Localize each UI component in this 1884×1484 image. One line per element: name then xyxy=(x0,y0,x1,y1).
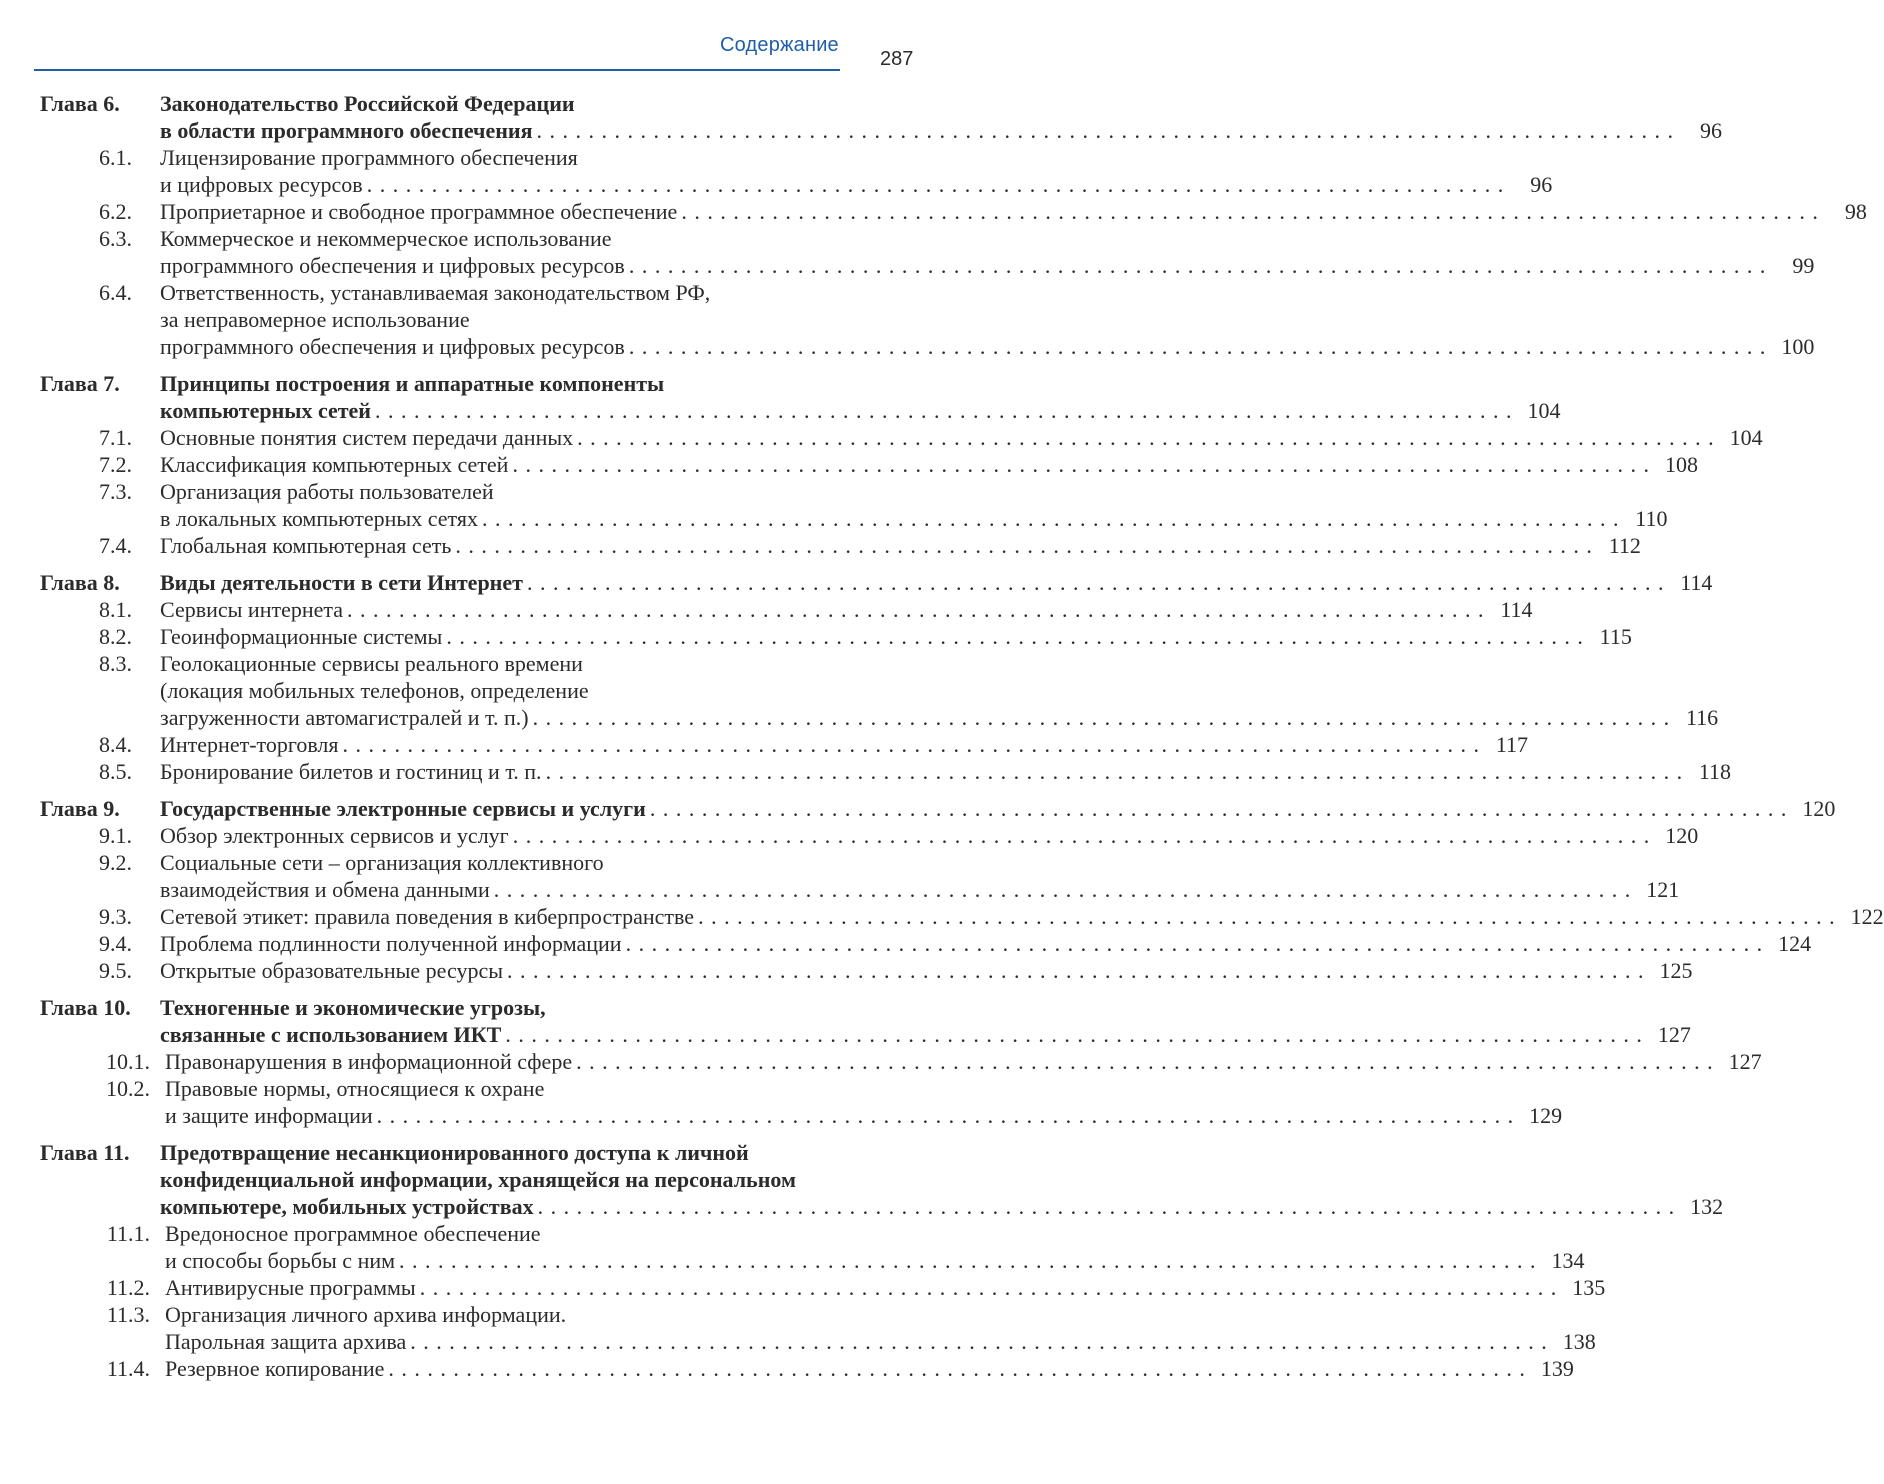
section-number: 10.1. xyxy=(106,1049,150,1074)
chapter-number: Глава 6. xyxy=(40,91,120,116)
title-line: Организация личного архива информации. xyxy=(165,1302,567,1327)
title-line: за неправомерное использование xyxy=(160,307,470,332)
title-last-line xyxy=(160,333,1815,360)
section-number: 7.4. xyxy=(99,533,132,558)
title-line: в локальных компьютерных сетях xyxy=(160,506,478,531)
title-line: Глобальная компьютерная сеть xyxy=(160,533,452,558)
section-number: 10.2. xyxy=(106,1076,150,1101)
page-ref: 115 xyxy=(1599,624,1632,649)
entry-title xyxy=(160,795,1836,822)
section-number: 11.4. xyxy=(106,1356,150,1381)
chapter-block xyxy=(0,994,1762,1129)
page-ref: 124 xyxy=(1778,931,1812,956)
title-line: и защите информации xyxy=(165,1103,373,1128)
section-entry[interactable] xyxy=(0,279,1815,360)
title-last-line xyxy=(160,532,1641,559)
page-ref: 134 xyxy=(1551,1248,1585,1273)
section-number: 7.1. xyxy=(99,425,132,450)
title-line: Правовые нормы, относящиеся к охране xyxy=(165,1076,545,1101)
section-entry[interactable] xyxy=(0,225,1815,279)
entry-title xyxy=(160,994,1691,1048)
header-rule xyxy=(34,69,840,71)
entry-title xyxy=(160,849,1680,903)
title-last-line xyxy=(160,758,1732,785)
title-line: программного обеспечения и цифровых ресурсов xyxy=(160,334,625,359)
entry-title xyxy=(165,1075,1563,1129)
page-ref: 139 xyxy=(1540,1356,1574,1381)
section-number: 9.3. xyxy=(99,904,132,929)
dot-leader: . . . . . . . . . . . . . . . . . . . . . . . . . . . . . . . . . . . . . . . . . . . . . . . . . . . . . . . . . . . . . . . . . . . . . . . . . . . . . . . . . . . . . . . . xyxy=(455,533,1593,558)
entry-title xyxy=(160,451,1698,478)
title-line: Техногенные и экономические угрозы, xyxy=(160,995,546,1020)
chapter-heading[interactable] xyxy=(0,795,1836,822)
section-entry[interactable] xyxy=(0,144,1553,198)
page-ref: 122 xyxy=(1850,904,1884,929)
entry-title xyxy=(160,758,1732,785)
title-line: Виды деятельности в сети Интернет xyxy=(160,570,523,595)
page-ref: 127 xyxy=(1657,1022,1691,1047)
section-entry[interactable] xyxy=(0,1048,1762,1075)
title-line: Интернет-торговля xyxy=(160,732,339,757)
title-line: связанные с использованием ИКТ xyxy=(160,1022,502,1047)
section-entry[interactable] xyxy=(0,1075,1563,1129)
entry-title xyxy=(160,623,1632,650)
title-line: (локация мобильных телефонов, определение xyxy=(160,678,589,703)
section-entry[interactable] xyxy=(0,532,1641,559)
page-ref: 104 xyxy=(1729,425,1763,450)
title-line: компьютерных сетей xyxy=(160,398,371,423)
title-last-line xyxy=(165,1274,1606,1301)
dot-leader: . . . . . . . . . . . . . . . . . . . . . . . . . . . . . . . . . . . . . . . . . . . . . . . . . . . . . . . . . . . . . . . . . . . . . . . . . . . . . . . . . . . . . . . . xyxy=(537,1194,1676,1219)
title-line: Проблема подлинности полученной информации xyxy=(160,931,622,956)
page-ref: 132 xyxy=(1690,1194,1724,1219)
dot-leader: . . . . . . . . . . . . . . . . . . . . . . . . . . . . . . . . . . . . . . . . . . . . . . . . . . . . . . . . . . . . . . . . . . . . . . . . . . . . . . . . . . . . . . . . xyxy=(681,199,1819,224)
section-number: 8.4. xyxy=(99,732,132,757)
title-line: компьютере, мобильных устройствах xyxy=(160,1194,534,1219)
section-entry[interactable] xyxy=(0,198,1867,225)
section-number: 6.1. xyxy=(99,145,132,170)
title-line: Сетевой этикет: правила поведения в киберпространстве xyxy=(160,904,695,929)
section-number: 11.1. xyxy=(106,1221,150,1246)
chapter-block xyxy=(0,370,1763,559)
title-last-line xyxy=(160,903,1884,930)
page-ref: 116 xyxy=(1685,705,1719,730)
title-last-line xyxy=(165,1247,1585,1274)
section-entry[interactable] xyxy=(0,903,1884,930)
title-last-line xyxy=(160,704,1719,731)
title-line: взаимодействия и обмена данными xyxy=(160,877,490,902)
page-ref: 99 xyxy=(1792,253,1815,278)
entry-title xyxy=(160,822,1699,849)
section-number: 9.4. xyxy=(99,931,132,956)
title-last-line xyxy=(160,1021,1691,1048)
title-line: Резервное копирование xyxy=(165,1356,385,1381)
section-number: 7.2. xyxy=(99,452,132,477)
table-of-contents xyxy=(0,90,1884,1392)
section-entry[interactable] xyxy=(0,424,1763,451)
dot-leader: . . . . . . . . . . . . . . . . . . . . . . . . . . . . . . . . . . . . . . . . . . . . . . . . . . . . . . . . . . . . . . . . . . . . . . . . . . . . . . . . . . . . . . . . xyxy=(512,823,1651,848)
title-line: Геолокационные сервисы реального времени xyxy=(160,651,583,676)
section-entry[interactable] xyxy=(0,822,1699,849)
section-entry[interactable] xyxy=(0,650,1719,731)
title-last-line xyxy=(160,198,1867,225)
page-number: 287 xyxy=(880,48,914,70)
dot-leader: . . . . . . . . . . . . . . . . . . . . . . . . . . . . . . . . . . . . . . . . . . . . . . . . . . . . . . . . . . . . . . . . . . . . . . . . . . . . . . . . . . . . . . . . xyxy=(507,958,1645,983)
entry-title xyxy=(160,731,1529,758)
page-ref: 110 xyxy=(1635,506,1668,531)
section-number: 9.5. xyxy=(99,958,132,983)
section-entry[interactable] xyxy=(0,957,1693,984)
entry-title xyxy=(160,144,1553,198)
chapter-number: Глава 10. xyxy=(40,995,131,1020)
chapter-heading[interactable] xyxy=(0,569,1713,596)
title-last-line xyxy=(160,1193,1724,1220)
section-entry[interactable] xyxy=(0,1301,1596,1355)
title-last-line xyxy=(160,596,1533,623)
page-ref: 135 xyxy=(1572,1275,1606,1300)
dot-leader: . . . . . . . . . . . . . . . . . . . . . . . . . . . . . . . . . . . . . . . . . . . . . . . . . . . . . . . . . . . . . . . . . . . . . . . . . . . . . . . . . . . . . . . . xyxy=(577,425,1715,450)
page-ref: 125 xyxy=(1659,958,1693,983)
title-last-line xyxy=(165,1048,1762,1075)
entry-title xyxy=(165,1274,1606,1301)
title-line: Основные понятия систем передачи данных xyxy=(160,425,574,450)
entry-title xyxy=(160,596,1533,623)
dot-leader: . . . . . . . . . . . . . . . . . . . . . . . . . . . . . . . . . . . . . . . . . . . . . . . . . . . . . . . . . . . . . . . . . . . . . . . . . . . . . . . . . . . . . . . . xyxy=(376,1103,1515,1128)
page-ref: 112 xyxy=(1608,533,1641,558)
title-line: Классификация компьютерных сетей xyxy=(160,452,509,477)
page-ref: 120 xyxy=(1802,796,1836,821)
page-ref: 120 xyxy=(1665,823,1699,848)
dot-leader: . . . . . . . . . . . . . . . . . . . . . . . . . . . . . . . . . . . . . . . . . . . . . . . . . . . . . . . . . . . . . . . . . . . . . . . . . . . . . . . . . . . . . . . . xyxy=(505,1022,1643,1047)
entry-title xyxy=(160,650,1719,731)
page-ref: 114 xyxy=(1680,570,1713,595)
entry-title xyxy=(160,90,1722,144)
entry-title xyxy=(160,930,1812,957)
title-line: Правонарушения в информационной сфере xyxy=(165,1049,573,1074)
chapter-heading[interactable] xyxy=(0,90,1722,144)
section-number: 7.3. xyxy=(99,479,132,504)
section-entry[interactable] xyxy=(0,1220,1585,1274)
title-last-line xyxy=(160,424,1763,451)
section-number: 8.3. xyxy=(99,651,132,676)
section-entry[interactable] xyxy=(0,596,1533,623)
running-header-title: Содержание xyxy=(720,34,839,56)
entry-title xyxy=(160,370,1561,424)
section-number: 6.4. xyxy=(99,280,132,305)
title-line: Вредоносное программное обеспечение xyxy=(165,1221,541,1246)
title-line: Обзор электронных сервисов и услуг xyxy=(160,823,509,848)
title-last-line xyxy=(160,957,1693,984)
title-last-line xyxy=(160,117,1722,144)
entry-title xyxy=(165,1355,1574,1382)
title-line: конфиденциальной информации, хранящейся на персональном xyxy=(160,1167,796,1192)
entry-title xyxy=(160,1139,1724,1220)
section-entry[interactable] xyxy=(0,623,1632,650)
title-last-line xyxy=(160,930,1812,957)
dot-leader: . . . . . . . . . . . . . . . . . . . . . . . . . . . . . . . . . . . . . . . . . . . . . . . . . . . . . . . . . . . . . . . . . . . . . . . . . . . . . . . . . . . . . . . . xyxy=(545,759,1684,784)
dot-leader: . . . . . . . . . . . . . . . . . . . . . . . . . . . . . . . . . . . . . . . . . . . . . . . . . . . . . . . . . . . . . . . . . . . . . . . . . . . . . . . . . . . . . . . . xyxy=(576,1049,1714,1074)
section-number: 9.1. xyxy=(99,823,132,848)
entry-title xyxy=(160,424,1763,451)
dot-leader: . . . . . . . . . . . . . . . . . . . . . . . . . . . . . . . . . . . . . . . . . . . . . . . . . . . . . . . . . . . . . . . . . . . . . . . . . . . . . . . . . . . . . . . . xyxy=(375,398,1513,423)
title-last-line xyxy=(160,171,1553,198)
entry-title xyxy=(160,569,1713,596)
dot-leader: . . . . . . . . . . . . . . . . . . . . . . . . . . . . . . . . . . . . . . . . . . . . . . . . . . . . . . . . . . . . . . . . . . . . . . . . . . . . . . . . . . . . . . . . xyxy=(625,931,1764,956)
entry-title xyxy=(160,198,1867,225)
section-number: 6.3. xyxy=(99,226,132,251)
dot-leader: . . . . . . . . . . . . . . . . . . . . . . . . . . . . . . . . . . . . . . . . . . . . . . . . . . . . . . . . . . . . . . . . . . . . . . . . . . . . . . . . . . . . . . . . xyxy=(481,506,1620,531)
title-last-line xyxy=(160,731,1529,758)
title-line: Коммерческое и некоммерческое использование xyxy=(160,226,612,251)
title-line: Принципы построения и аппаратные компоненты xyxy=(160,371,665,396)
chapter-number: Глава 7. xyxy=(40,371,120,396)
page-ref: 114 xyxy=(1500,597,1533,622)
chapter-heading[interactable] xyxy=(0,1139,1724,1220)
entry-title xyxy=(160,279,1815,360)
title-line: Открытые образовательные ресурсы xyxy=(160,958,503,983)
dot-leader: . . . . . . . . . . . . . . . . . . . . . . . . . . . . . . . . . . . . . . . . . . . . . . . . . . . . . . . . . . . . . . . . . . . . . . . . . . . . . . . . . . . . . . . . xyxy=(446,624,1584,649)
title-line: Лицензирование программного обеспечения xyxy=(160,145,578,170)
page-ref: 118 xyxy=(1698,759,1732,784)
title-last-line xyxy=(160,876,1680,903)
entry-title xyxy=(165,1220,1585,1274)
section-entry[interactable] xyxy=(0,758,1732,785)
title-last-line xyxy=(160,397,1561,424)
entry-title xyxy=(160,532,1641,559)
title-last-line xyxy=(160,569,1713,596)
section-number: 8.1. xyxy=(99,597,132,622)
section-number: 8.2. xyxy=(99,624,132,649)
title-last-line xyxy=(160,795,1836,822)
page-ref: 117 xyxy=(1495,732,1529,757)
page-ref: 100 xyxy=(1781,334,1815,359)
entry-title xyxy=(160,957,1693,984)
title-line: программного обеспечения и цифровых ресурсов xyxy=(160,253,625,278)
page-ref: 121 xyxy=(1646,877,1680,902)
chapter-heading[interactable] xyxy=(0,370,1561,424)
dot-leader: . . . . . . . . . . . . . . . . . . . . . . . . . . . . . . . . . . . . . . . . . . . . . . . . . . . . . . . . . . . . . . . . . . . . . . . . . . . . . . . . . . . . . . . . xyxy=(347,597,1485,622)
dot-leader: . . . . . . . . . . . . . . . . . . . . . . . . . . . . . . . . . . . . . . . . . . . . . . . . . . . . . . . . . . . . . . . . . . . . . . . . . . . . . . . . . . . . . . . . xyxy=(410,1329,1548,1354)
title-last-line xyxy=(160,451,1698,478)
chapter-block xyxy=(0,1139,1724,1382)
chapter-block xyxy=(0,795,1884,984)
page-ref: 98 xyxy=(1844,199,1867,224)
title-last-line xyxy=(160,822,1699,849)
section-number: 9.2. xyxy=(99,850,132,875)
title-line: Предотвращение несанкционированного доступа к личной xyxy=(160,1140,749,1165)
title-last-line xyxy=(165,1102,1563,1129)
page-ref: 127 xyxy=(1728,1049,1762,1074)
title-line: Парольная защита архива xyxy=(165,1329,407,1354)
chapter-number: Глава 11. xyxy=(40,1140,130,1165)
dot-leader: . . . . . . . . . . . . . . . . . . . . . . . . . . . . . . . . . . . . . . . . . . . . . . . . . . . . . . . . . . . . . . . . . . . . . . . . . . . . . . . . . . . . . . . . xyxy=(698,904,1836,929)
entry-title xyxy=(160,478,1668,532)
page-ref: 96 xyxy=(1699,118,1722,143)
dot-leader: . . . . . . . . . . . . . . . . . . . . . . . . . . . . . . . . . . . . . . . . . . . . . . . . . . . . . . . . . . . . . . . . . . . . . . . . . . . . . . . . . . . . . . . . xyxy=(536,118,1674,143)
dot-leader: . . . . . . . . . . . . . . . . . . . . . . . . . . . . . . . . . . . . . . . . . . . . . . . . . . . . . . . . . . . . . . . . . . . . . . . . . . . . . . . . . . . . . . . . xyxy=(532,705,1671,730)
dot-leader: . . . . . . . . . . . . . . . . . . . . . . . . . . . . . . . . . . . . . . . . . . . . . . . . . . . . . . . . . . . . . . . . . . . . . . . . . . . . . . . . . . . . . . . . xyxy=(419,1275,1558,1300)
dot-leader: . . . . . . . . . . . . . . . . . . . . . . . . . . . . . . . . . . . . . . . . . . . . . . . . . . . . . . . . . . . . . . . . . . . . . . . . . . . . . . . . . . . . . . . . xyxy=(649,796,1788,821)
title-last-line xyxy=(160,623,1632,650)
dot-leader: . . . . . . . . . . . . . . . . . . . . . . . . . . . . . . . . . . . . . . . . . . . . . . . . . . . . . . . . . . . . . . . . . . . . . . . . . . . . . . . . . . . . . . . . xyxy=(628,253,1767,278)
section-number: 11.2. xyxy=(106,1275,150,1300)
page-ref: 129 xyxy=(1529,1103,1563,1128)
dot-leader: . . . . . . . . . . . . . . . . . . . . . . . . . . . . . . . . . . . . . . . . . . . . . . . . . . . . . . . . . . . . . . . . . . . . . . . . . . . . . . . . . . . . . . . . xyxy=(342,732,1481,757)
dot-leader: . . . . . . . . . . . . . . . . . . . . . . . . . . . . . . . . . . . . . . . . . . . . . . . . . . . . . . . . . . . . . . . . . . . . . . . . . . . . . . . . . . . . . . . . xyxy=(399,1248,1537,1273)
page-ref: 138 xyxy=(1562,1329,1596,1354)
title-last-line xyxy=(165,1355,1574,1382)
dot-leader: . . . . . . . . . . . . . . . . . . . . . . . . . . . . . . . . . . . . . . . . . . . . . . . . . . . . . . . . . . . . . . . . . . . . . . . . . . . . . . . . . . . . . . . . xyxy=(628,334,1767,359)
title-line: Ответственность, устанавливаемая законодательством РФ, xyxy=(160,280,711,305)
title-last-line xyxy=(165,1328,1596,1355)
title-line: Геоинформационные системы xyxy=(160,624,443,649)
section-entry[interactable] xyxy=(0,731,1529,758)
section-entry[interactable] xyxy=(0,451,1698,478)
title-line: Проприетарное и свободное программное обеспечение xyxy=(160,199,678,224)
title-line: Бронирование билетов и гостиниц и т. п. xyxy=(160,759,542,784)
section-entry[interactable] xyxy=(0,478,1668,532)
title-line: Сервисы интернета xyxy=(160,597,344,622)
entry-title xyxy=(160,903,1884,930)
chapter-number: Глава 8. xyxy=(40,570,120,595)
section-entry[interactable] xyxy=(0,1355,1574,1382)
dot-leader: . . . . . . . . . . . . . . . . . . . . . . . . . . . . . . . . . . . . . . . . . . . . . . . . . . . . . . . . . . . . . . . . . . . . . . . . . . . . . . . . . . . . . . . . xyxy=(493,877,1632,902)
title-line: загруженности автомагистралей и т. п.) xyxy=(160,705,529,730)
page-ref: 108 xyxy=(1664,452,1698,477)
entry-title xyxy=(165,1048,1762,1075)
entry-title xyxy=(160,225,1815,279)
dot-leader: . . . . . . . . . . . . . . . . . . . . . . . . . . . . . . . . . . . . . . . . . . . . . . . . . . . . . . . . . . . . . . . . . . . . . . . . . . . . . . . . . . . . . . . . xyxy=(366,172,1505,197)
dot-leader: . . . . . . . . . . . . . . . . . . . . . . . . . . . . . . . . . . . . . . . . . . . . . . . . . . . . . . . . . . . . . . . . . . . . . . . . . . . . . . . . . . . . . . . . xyxy=(512,452,1650,477)
section-number: 6.2. xyxy=(99,199,132,224)
title-last-line xyxy=(160,505,1668,532)
entry-title xyxy=(165,1301,1596,1355)
title-line: Законодательство Российской Федерации xyxy=(160,91,575,116)
section-number: 11.3. xyxy=(106,1302,150,1327)
title-last-line xyxy=(160,252,1815,279)
chapter-heading[interactable] xyxy=(0,994,1691,1048)
section-entry[interactable] xyxy=(0,930,1812,957)
title-line: и цифровых ресурсов xyxy=(160,172,363,197)
title-line: в области программного обеспечения xyxy=(160,118,533,143)
title-line: Государственные электронные сервисы и услуги xyxy=(160,796,646,821)
dot-leader: . . . . . . . . . . . . . . . . . . . . . . . . . . . . . . . . . . . . . . . . . . . . . . . . . . . . . . . . . . . . . . . . . . . . . . . . . . . . . . . . . . . . . . . . xyxy=(526,570,1665,595)
section-entry[interactable] xyxy=(0,1274,1606,1301)
page-ref: 96 xyxy=(1530,172,1553,197)
section-number: 8.5. xyxy=(99,759,132,784)
chapter-block xyxy=(0,569,1732,785)
title-line: и способы борьбы с ним xyxy=(165,1248,396,1273)
page-ref: 104 xyxy=(1527,398,1561,423)
title-line: Организация работы пользователей xyxy=(160,479,494,504)
section-entry[interactable] xyxy=(0,849,1680,903)
dot-leader: . . . . . . . . . . . . . . . . . . . . . . . . . . . . . . . . . . . . . . . . . . . . . . . . . . . . . . . . . . . . . . . . . . . . . . . . . . . . . . . . . . . . . . . . xyxy=(388,1356,1526,1381)
title-line: Антивирусные программы xyxy=(165,1275,416,1300)
title-line: Социальные сети – организация коллективного xyxy=(160,850,604,875)
chapter-block xyxy=(0,90,1867,360)
chapter-number: Глава 9. xyxy=(40,796,120,821)
